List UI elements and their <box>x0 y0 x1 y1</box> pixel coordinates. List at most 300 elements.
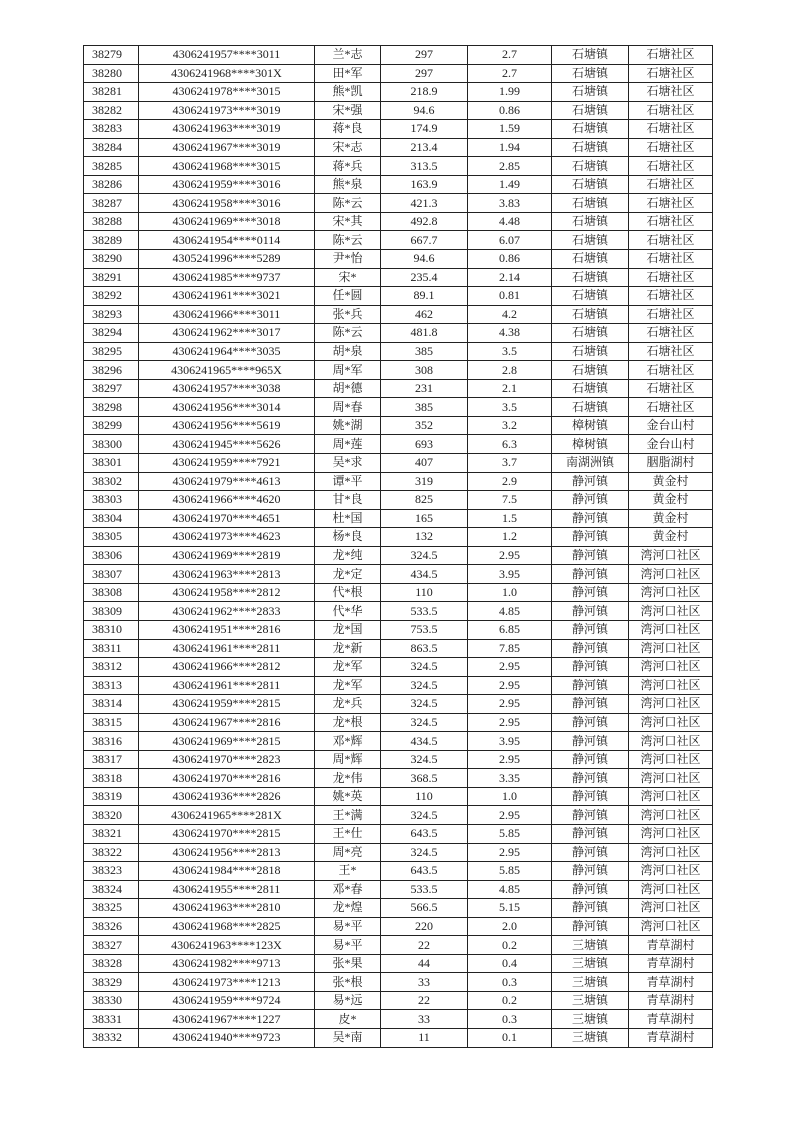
area-cell: 2.95 <box>468 695 552 714</box>
seq-cell: 38303 <box>84 491 139 510</box>
seq-cell: 38309 <box>84 602 139 621</box>
village-cell: 黄金村 <box>629 491 713 510</box>
town-cell: 静河镇 <box>552 491 629 510</box>
id_number-cell: 4306241959****3016 <box>139 175 315 194</box>
name-cell: 张*果 <box>315 954 381 973</box>
amount-cell: 174.9 <box>381 120 468 139</box>
id_number-cell: 4306241965****965X <box>139 361 315 380</box>
seq-cell: 38290 <box>84 250 139 269</box>
seq-cell: 38332 <box>84 1028 139 1047</box>
table-row <box>84 620 713 639</box>
village-cell: 石塘社区 <box>629 83 713 102</box>
name-cell: 龙*纯 <box>315 546 381 565</box>
town-cell: 三塘镇 <box>552 991 629 1010</box>
id_number-cell: 4306241945****5626 <box>139 435 315 454</box>
table-row <box>84 565 713 584</box>
seq-cell: 38325 <box>84 899 139 918</box>
town-cell: 石塘镇 <box>552 231 629 250</box>
village-cell: 石塘社区 <box>629 287 713 306</box>
table-row <box>84 491 713 510</box>
table-row <box>84 787 713 806</box>
table-row <box>84 138 713 157</box>
amount-cell: 324.5 <box>381 695 468 714</box>
area-cell: 2.95 <box>468 546 552 565</box>
seq-cell: 38330 <box>84 991 139 1010</box>
seq-cell: 38317 <box>84 750 139 769</box>
town-cell: 三塘镇 <box>552 1028 629 1047</box>
id_number-cell: 4306241961****2811 <box>139 639 315 658</box>
amount-cell: 324.5 <box>381 713 468 732</box>
table-row <box>84 231 713 250</box>
id_number-cell: 4306241973****4623 <box>139 528 315 547</box>
seq-cell: 38326 <box>84 917 139 936</box>
name-cell: 尹*怡 <box>315 250 381 269</box>
seq-cell: 38324 <box>84 880 139 899</box>
seq-cell: 38305 <box>84 528 139 547</box>
name-cell: 蒋*良 <box>315 120 381 139</box>
village-cell: 黄金村 <box>629 509 713 528</box>
area-cell: 3.83 <box>468 194 552 213</box>
name-cell: 龙*煌 <box>315 899 381 918</box>
name-cell: 宋*志 <box>315 138 381 157</box>
table-row <box>84 973 713 992</box>
table-row <box>84 732 713 751</box>
name-cell: 周*春 <box>315 398 381 417</box>
name-cell: 任*圆 <box>315 287 381 306</box>
id_number-cell: 4306241959****7921 <box>139 454 315 473</box>
name-cell: 吴*求 <box>315 454 381 473</box>
seq-cell: 38310 <box>84 620 139 639</box>
table-row <box>84 157 713 176</box>
name-cell: 胡*德 <box>315 379 381 398</box>
name-cell: 王*仕 <box>315 824 381 843</box>
town-cell: 石塘镇 <box>552 194 629 213</box>
village-cell: 湾河口社区 <box>629 713 713 732</box>
area-cell: 1.2 <box>468 528 552 547</box>
town-cell: 静河镇 <box>552 713 629 732</box>
area-cell: 3.95 <box>468 732 552 751</box>
seq-cell: 38284 <box>84 138 139 157</box>
village-cell: 石塘社区 <box>629 250 713 269</box>
seq-cell: 38322 <box>84 843 139 862</box>
area-cell: 2.9 <box>468 472 552 491</box>
amount-cell: 231 <box>381 379 468 398</box>
name-cell: 龙*伟 <box>315 769 381 788</box>
table-row <box>84 101 713 120</box>
village-cell: 湾河口社区 <box>629 806 713 825</box>
name-cell: 龙*根 <box>315 713 381 732</box>
name-cell: 田*军 <box>315 64 381 83</box>
amount-cell: 324.5 <box>381 806 468 825</box>
id_number-cell: 4306241940****9723 <box>139 1028 315 1047</box>
town-cell: 静河镇 <box>552 917 629 936</box>
amount-cell: 421.3 <box>381 194 468 213</box>
name-cell: 易*平 <box>315 936 381 955</box>
village-cell: 石塘社区 <box>629 46 713 65</box>
town-cell: 静河镇 <box>552 676 629 695</box>
town-cell: 静河镇 <box>552 862 629 881</box>
village-cell: 石塘社区 <box>629 175 713 194</box>
table-row <box>84 880 713 899</box>
amount-cell: 492.8 <box>381 212 468 231</box>
id_number-cell: 4306241961****2811 <box>139 676 315 695</box>
amount-cell: 753.5 <box>381 620 468 639</box>
id_number-cell: 4306241969****2815 <box>139 732 315 751</box>
amount-cell: 481.8 <box>381 324 468 343</box>
amount-cell: 33 <box>381 973 468 992</box>
seq-cell: 38315 <box>84 713 139 732</box>
village-cell: 石塘社区 <box>629 305 713 324</box>
table-row <box>84 212 713 231</box>
amount-cell: 825 <box>381 491 468 510</box>
table-row <box>84 1028 713 1047</box>
town-cell: 静河镇 <box>552 769 629 788</box>
area-cell: 0.4 <box>468 954 552 973</box>
seq-cell: 38308 <box>84 583 139 602</box>
area-cell: 2.14 <box>468 268 552 287</box>
name-cell: 杨*良 <box>315 528 381 547</box>
seq-cell: 38304 <box>84 509 139 528</box>
id_number-cell: 4306241955****2811 <box>139 880 315 899</box>
seq-cell: 38296 <box>84 361 139 380</box>
seq-cell: 38291 <box>84 268 139 287</box>
amount-cell: 33 <box>381 1010 468 1029</box>
id_number-cell: 4306241963****123X <box>139 936 315 955</box>
seq-cell: 38289 <box>84 231 139 250</box>
town-cell: 静河镇 <box>552 843 629 862</box>
amount-cell: 385 <box>381 398 468 417</box>
town-cell: 静河镇 <box>552 732 629 751</box>
town-cell: 静河镇 <box>552 639 629 658</box>
amount-cell: 297 <box>381 46 468 65</box>
name-cell: 易*平 <box>315 917 381 936</box>
town-cell: 石塘镇 <box>552 342 629 361</box>
id_number-cell: 4306241978****3015 <box>139 83 315 102</box>
id_number-cell: 4306241968****2825 <box>139 917 315 936</box>
amount-cell: 308 <box>381 361 468 380</box>
name-cell: 邓*辉 <box>315 732 381 751</box>
area-cell: 6.07 <box>468 231 552 250</box>
table-row <box>84 954 713 973</box>
id_number-cell: 4306241964****3035 <box>139 342 315 361</box>
village-cell: 湾河口社区 <box>629 583 713 602</box>
town-cell: 静河镇 <box>552 806 629 825</box>
seq-cell: 38319 <box>84 787 139 806</box>
area-cell: 3.7 <box>468 454 552 473</box>
seq-cell: 38281 <box>84 83 139 102</box>
town-cell: 三塘镇 <box>552 1010 629 1029</box>
village-cell: 石塘社区 <box>629 101 713 120</box>
name-cell: 吴*南 <box>315 1028 381 1047</box>
name-cell: 陈*云 <box>315 324 381 343</box>
id_number-cell: 4306241966****2812 <box>139 658 315 677</box>
town-cell: 静河镇 <box>552 528 629 547</box>
village-cell: 青草湖村 <box>629 936 713 955</box>
table-row <box>84 398 713 417</box>
seq-cell: 38294 <box>84 324 139 343</box>
town-cell: 静河镇 <box>552 880 629 899</box>
amount-cell: 110 <box>381 583 468 602</box>
id_number-cell: 4306241956****3014 <box>139 398 315 417</box>
table-row <box>84 546 713 565</box>
village-cell: 湾河口社区 <box>629 639 713 658</box>
table-row <box>84 991 713 1010</box>
area-cell: 5.85 <box>468 862 552 881</box>
village-cell: 湾河口社区 <box>629 843 713 862</box>
town-cell: 静河镇 <box>552 583 629 602</box>
seq-cell: 38301 <box>84 454 139 473</box>
seq-cell: 38299 <box>84 416 139 435</box>
seq-cell: 38311 <box>84 639 139 658</box>
name-cell: 周*亮 <box>315 843 381 862</box>
area-cell: 1.0 <box>468 787 552 806</box>
town-cell: 石塘镇 <box>552 175 629 194</box>
amount-cell: 319 <box>381 472 468 491</box>
town-cell: 静河镇 <box>552 565 629 584</box>
name-cell: 宋*强 <box>315 101 381 120</box>
table-row <box>84 750 713 769</box>
town-cell: 石塘镇 <box>552 212 629 231</box>
village-cell: 石塘社区 <box>629 157 713 176</box>
village-cell: 湾河口社区 <box>629 750 713 769</box>
name-cell: 甘*良 <box>315 491 381 510</box>
amount-cell: 324.5 <box>381 750 468 769</box>
town-cell: 静河镇 <box>552 750 629 769</box>
id_number-cell: 4306241970****2823 <box>139 750 315 769</box>
table-row <box>84 899 713 918</box>
amount-cell: 324.5 <box>381 843 468 862</box>
name-cell: 龙*新 <box>315 639 381 658</box>
table-row <box>84 416 713 435</box>
seq-cell: 38321 <box>84 824 139 843</box>
amount-cell: 407 <box>381 454 468 473</box>
id_number-cell: 4306241951****2816 <box>139 620 315 639</box>
village-cell: 湾河口社区 <box>629 787 713 806</box>
seq-cell: 38302 <box>84 472 139 491</box>
seq-cell: 38306 <box>84 546 139 565</box>
village-cell: 石塘社区 <box>629 379 713 398</box>
area-cell: 3.2 <box>468 416 552 435</box>
amount-cell: 235.4 <box>381 268 468 287</box>
id_number-cell: 4306241967****3019 <box>139 138 315 157</box>
table-row <box>84 639 713 658</box>
name-cell: 张*根 <box>315 973 381 992</box>
seq-cell: 38280 <box>84 64 139 83</box>
seq-cell: 38298 <box>84 398 139 417</box>
name-cell: 周*辉 <box>315 750 381 769</box>
id_number-cell: 4306241985****9737 <box>139 268 315 287</box>
village-cell: 湾河口社区 <box>629 620 713 639</box>
name-cell: 姚*英 <box>315 787 381 806</box>
name-cell: 蒋*兵 <box>315 157 381 176</box>
town-cell: 樟树镇 <box>552 416 629 435</box>
area-cell: 0.86 <box>468 250 552 269</box>
amount-cell: 213.4 <box>381 138 468 157</box>
town-cell: 静河镇 <box>552 658 629 677</box>
amount-cell: 44 <box>381 954 468 973</box>
seq-cell: 38320 <box>84 806 139 825</box>
table-row <box>84 454 713 473</box>
village-cell: 湾河口社区 <box>629 695 713 714</box>
name-cell: 胡*泉 <box>315 342 381 361</box>
table-row <box>84 305 713 324</box>
area-cell: 3.35 <box>468 769 552 788</box>
seq-cell: 38279 <box>84 46 139 65</box>
name-cell: 兰*志 <box>315 46 381 65</box>
name-cell: 王*满 <box>315 806 381 825</box>
area-cell: 1.0 <box>468 583 552 602</box>
village-cell: 石塘社区 <box>629 324 713 343</box>
name-cell: 龙*定 <box>315 565 381 584</box>
table-row <box>84 379 713 398</box>
area-cell: 0.86 <box>468 101 552 120</box>
id_number-cell: 4306241970****2816 <box>139 769 315 788</box>
table-row <box>84 658 713 677</box>
name-cell: 龙*国 <box>315 620 381 639</box>
town-cell: 石塘镇 <box>552 120 629 139</box>
table-body <box>84 46 713 1048</box>
village-cell: 湾河口社区 <box>629 602 713 621</box>
id_number-cell: 4306241970****4651 <box>139 509 315 528</box>
name-cell: 代*根 <box>315 583 381 602</box>
amount-cell: 94.6 <box>381 101 468 120</box>
town-cell: 静河镇 <box>552 620 629 639</box>
amount-cell: 22 <box>381 991 468 1010</box>
id_number-cell: 4306241970****2815 <box>139 824 315 843</box>
seq-cell: 38288 <box>84 212 139 231</box>
town-cell: 石塘镇 <box>552 157 629 176</box>
name-cell: 易*远 <box>315 991 381 1010</box>
area-cell: 0.3 <box>468 1010 552 1029</box>
area-cell: 6.85 <box>468 620 552 639</box>
table-row <box>84 342 713 361</box>
village-cell: 胭脂湖村 <box>629 454 713 473</box>
table-row <box>84 64 713 83</box>
seq-cell: 38323 <box>84 862 139 881</box>
table-row <box>84 120 713 139</box>
town-cell: 石塘镇 <box>552 64 629 83</box>
area-cell: 1.49 <box>468 175 552 194</box>
name-cell: 姚*湖 <box>315 416 381 435</box>
area-cell: 2.95 <box>468 713 552 732</box>
id_number-cell: 4306241963****3019 <box>139 120 315 139</box>
seq-cell: 38300 <box>84 435 139 454</box>
name-cell: 龙*军 <box>315 658 381 677</box>
village-cell: 石塘社区 <box>629 64 713 83</box>
table-row <box>84 324 713 343</box>
seq-cell: 38331 <box>84 1010 139 1029</box>
village-cell: 湾河口社区 <box>629 732 713 751</box>
village-cell: 青草湖村 <box>629 1028 713 1047</box>
id_number-cell: 4306241956****2813 <box>139 843 315 862</box>
name-cell: 邓*春 <box>315 880 381 899</box>
table-row <box>84 583 713 602</box>
table-row <box>84 695 713 714</box>
amount-cell: 533.5 <box>381 880 468 899</box>
amount-cell: 566.5 <box>381 899 468 918</box>
name-cell: 杜*国 <box>315 509 381 528</box>
village-cell: 金台山村 <box>629 435 713 454</box>
id_number-cell: 4306241969****3018 <box>139 212 315 231</box>
amount-cell: 324.5 <box>381 658 468 677</box>
table-row <box>84 936 713 955</box>
seq-cell: 38297 <box>84 379 139 398</box>
id_number-cell: 4306241962****2833 <box>139 602 315 621</box>
area-cell: 4.2 <box>468 305 552 324</box>
seq-cell: 38286 <box>84 175 139 194</box>
area-cell: 2.8 <box>468 361 552 380</box>
town-cell: 樟树镇 <box>552 435 629 454</box>
amount-cell: 297 <box>381 64 468 83</box>
name-cell: 宋* <box>315 268 381 287</box>
table-row <box>84 917 713 936</box>
village-cell: 湾河口社区 <box>629 546 713 565</box>
id_number-cell: 4306241973****1213 <box>139 973 315 992</box>
area-cell: 2.95 <box>468 843 552 862</box>
town-cell: 静河镇 <box>552 602 629 621</box>
village-cell: 石塘社区 <box>629 231 713 250</box>
id_number-cell: 4306241957****3011 <box>139 46 315 65</box>
area-cell: 2.7 <box>468 46 552 65</box>
seq-cell: 38312 <box>84 658 139 677</box>
seq-cell: 38327 <box>84 936 139 955</box>
town-cell: 静河镇 <box>552 695 629 714</box>
village-cell: 石塘社区 <box>629 361 713 380</box>
table-row <box>84 676 713 695</box>
area-cell: 3.5 <box>468 398 552 417</box>
id_number-cell: 4306241954****0114 <box>139 231 315 250</box>
area-cell: 4.85 <box>468 602 552 621</box>
id_number-cell: 4306241958****3016 <box>139 194 315 213</box>
area-cell: 2.7 <box>468 64 552 83</box>
area-cell: 2.95 <box>468 750 552 769</box>
village-cell: 石塘社区 <box>629 398 713 417</box>
table-row <box>84 862 713 881</box>
seq-cell: 38285 <box>84 157 139 176</box>
table-row <box>84 806 713 825</box>
area-cell: 1.59 <box>468 120 552 139</box>
village-cell: 湾河口社区 <box>629 880 713 899</box>
amount-cell: 165 <box>381 509 468 528</box>
table-row <box>84 509 713 528</box>
id_number-cell: 4306241966****3011 <box>139 305 315 324</box>
table-row <box>84 602 713 621</box>
amount-cell: 94.6 <box>381 250 468 269</box>
name-cell: 皮* <box>315 1010 381 1029</box>
amount-cell: 22 <box>381 936 468 955</box>
table-row <box>84 175 713 194</box>
amount-cell: 163.9 <box>381 175 468 194</box>
id_number-cell: 4306241963****2813 <box>139 565 315 584</box>
area-cell: 5.15 <box>468 899 552 918</box>
town-cell: 静河镇 <box>552 472 629 491</box>
town-cell: 静河镇 <box>552 546 629 565</box>
area-cell: 3.5 <box>468 342 552 361</box>
id_number-cell: 4306241979****4613 <box>139 472 315 491</box>
amount-cell: 643.5 <box>381 824 468 843</box>
table-row <box>84 435 713 454</box>
area-cell: 5.85 <box>468 824 552 843</box>
village-cell: 黄金村 <box>629 472 713 491</box>
area-cell: 7.85 <box>468 639 552 658</box>
village-cell: 石塘社区 <box>629 194 713 213</box>
seq-cell: 38314 <box>84 695 139 714</box>
village-cell: 青草湖村 <box>629 991 713 1010</box>
amount-cell: 324.5 <box>381 676 468 695</box>
village-cell: 湾河口社区 <box>629 769 713 788</box>
id_number-cell: 4306241968****3015 <box>139 157 315 176</box>
village-cell: 金台山村 <box>629 416 713 435</box>
